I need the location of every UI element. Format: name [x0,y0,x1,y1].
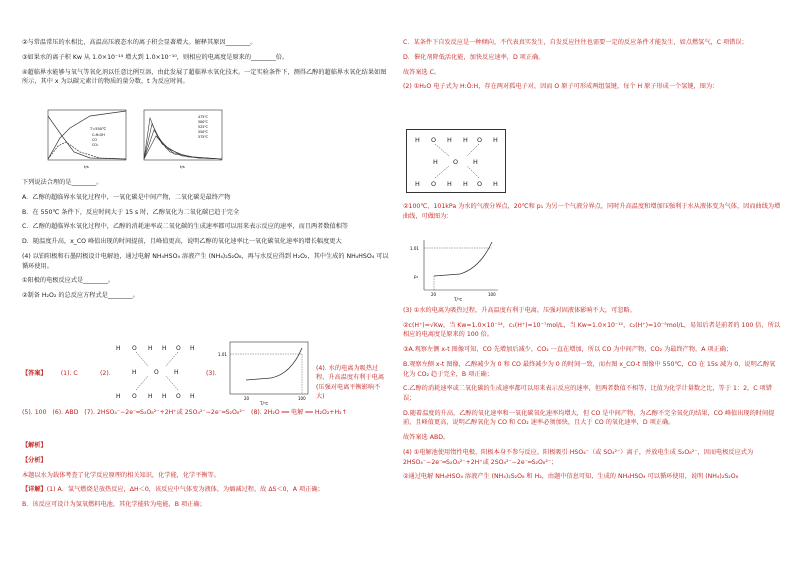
option-b: B．在 550℃ 条件下，反应时间大于 15 s 时，乙醇氧化为二氧化碳已趋于完全 [22,208,240,216]
svg-text:H: H [162,393,167,400]
svg-text:H: H [447,136,452,144]
question-prompt: 下列说法合理的是________。 [22,179,103,186]
legend-item: 500℃ [198,120,208,124]
vapor-pressure-figure [408,236,500,302]
x-axis-label: T/℃ [260,401,269,406]
y-tick-label: p₁ [414,274,419,279]
svg-text:H: H [473,158,478,166]
hydrogen-bond-diagram [110,340,200,404]
question-text: ③如果水的离子积 Kw 从 1.0×10⁻¹⁴ 增大到 1.0×10⁻¹⁰，则相应的电离度是原来的________倍。 [22,53,289,61]
question-text: (4) 以铂阳极和石墨阴极设计电解池，通过电解 NH₄HSO₄ 溶液产生 (NH₄)₂S₂O₈，再与水反应得到 H₂O₂，其中生成的 NH₄HSO₄ 可以循环使用。 [22,252,389,270]
answer-tag: 【答案】 [22,370,47,377]
explanation-text: (3) ①水的电离为吸热过程，升高温度有利于电离，压强对固液体影响不大，可忽略。 [403,307,636,314]
answer-item: (5). 100 [22,409,47,416]
svg-text:O: O [431,180,437,188]
chart-label: T=550℃ [90,127,107,131]
svg-text:H: H [493,180,498,188]
svg-text:O: O [132,393,137,400]
right-column [403,38,781,97]
explanation-text: D.随着温度的升高，乙醇的氧化速率和一氧化碳氧化速率均增大，但 CO 是中间产物，为乙醇不完全氧化的结果，CO 峰值出现的时间提前，且峰值更高，说明乙醇氧化为 CO 和 CO₂ 速率必须加快，且大于 CO 的氧化速率，D 项正确。 [403,409,775,427]
analysis-tag: 【解析】 [22,442,47,449]
x-tick-label: 20 [244,396,250,401]
legend-item: 575℃ [198,135,208,139]
legend-item: 550℃ [198,130,208,134]
legend-item: 525℃ [198,125,208,129]
svg-text:O: O [431,136,437,144]
answer-item: (1). C [60,370,78,377]
x-tick-label: 20 [431,292,437,297]
legend-item: C₂H₅OH [92,133,105,137]
option-c: C．乙醇的超临界水氧化过程中，乙醇的消耗速率或二氧化碳的生成速率都可以用来表示反应的速率，而且两者数值相等 [22,223,349,231]
svg-text:O: O [154,369,159,376]
fenxi-text: 本题以水为载体考查了化学反应原理的相关知识，化学能，化学平衡等。 [22,471,220,479]
reaction-chart-right [138,108,226,170]
svg-text:H: H [162,345,167,352]
x-axis-label: t/s [180,164,185,169]
explanation-text: ②通过电解 NH₄HSO₄ 溶液产生 (NH₄)₂S₂O₈ 和 H₂，由题中信息可知，生成的 NH₄HSO₄ 可以循环使用，说明 (NH₄)₂S₂O₈ [403,473,739,481]
legend-item: CO₂ [92,143,99,147]
answer-continued [22,408,392,423]
svg-text:H: H [190,393,195,400]
sub-question: ②制备 H₂O₂ 的总反应方程式是________。 [22,292,139,300]
explanation-text: 故答案选 ABD。 [403,434,450,442]
explanation-text: ③A.观察左侧 x-t 图像可知，CO 先增加后减少，CO₂ 一直在增加，所以 CO 为中间产物，CO₂ 为最终产物，A 项正确； [403,346,733,354]
right-column-2 [403,202,781,226]
svg-text:H: H [415,136,420,144]
svg-text:H: H [190,345,195,352]
svg-text:O: O [132,345,137,352]
svg-text:H: H [447,180,452,188]
svg-text:H: H [493,136,498,144]
fenxi-tag: 【分析】 [22,456,47,464]
left-column [22,38,392,92]
explanation-text: C.乙醇的消耗速率或二氧化碳的生成速率都可以用来表示反应的速率，但两者数值不相等，比值为化学计量数之比，等于 1：2，C 项错误； [403,385,772,403]
option-d: D．随温度升高，x_CO 峰值出现的时间提前，且峰值更高，说明乙醇的氧化速率比一氧化碳氧化速率的增长幅度更大 [22,238,342,246]
explanation-text: 故答案选 C。 [403,68,441,76]
explanation-text: (4) ①电解池使用惰性电极，阳极本身不参与反应，阳极吸引 HSO₄⁻（或 SO₄²⁻）离子，并放电生成 S₂O₈²⁻，因而电极反应式为 2HSO₄⁻−2e⁻═S₂O₈²⁻+2H⁺或 2SO₄²⁻−2e⁻═S₂O₈²⁻； [403,449,754,466]
right-column-3 [403,306,781,487]
options-block [22,178,392,306]
svg-text:H: H [148,393,153,400]
svg-text:H: H [148,345,153,352]
svg-text:O: O [453,158,459,166]
x-axis-label: T/℃ [454,297,463,302]
detail-tag: 【详解】 [22,486,47,494]
svg-text:O: O [477,136,483,144]
svg-text:H: H [174,369,179,376]
answer-item: (7). 2HSO₄⁻−2e⁻═S₂O₈²⁻+2H⁺或 2SO₄²⁻−2e⁻═S₂O₈²⁻ [84,409,246,416]
svg-text:O: O [477,180,483,188]
explanation-text: C．某条件下自发反应是一种倾向，不代表真实发生，自发反应往往也需要一定的反应条件才能发生，如点燃氢气，C 项错误； [403,39,748,46]
option-a: A．乙醇的超临界水氧化过程中，一氧化碳是中间产物，二氧化碳是最终产物 [22,193,231,201]
svg-text:H: H [132,369,137,376]
answer-item: (4). 水的电离为吸热过程，升高温度有利于电离(压强对电离平衡影响不大) [316,365,385,400]
svg-text:H: H [463,180,468,188]
analysis-block [22,441,392,515]
answer-item: (6). ABD [52,409,79,416]
x-tick-label: 100 [488,292,496,297]
hydrogen-bond-figure [406,129,506,193]
svg-text:H: H [415,180,420,188]
question-text: ④超临界水能够与氧气等氧化剂以任意比例互溶，由此发展了超临界水氧化技术。一定实验条件下，测得乙醇的超临界水氧化结果如图所示，其中 x 为以碳元素计的物质的量分数，t 为反应时间。 [22,68,387,86]
explanation-text: ②c(H⁺)=√Kw，当 Kw=1.0×10⁻¹⁴，c₁(H⁺)=10⁻⁷mol/L，当 Kw=1.0×10⁻¹⁰，c₂(H⁺)=10⁻⁵mol/L，易知后者是前者的 100 倍，所以相应的电离度是原来的 100 倍。 [403,321,781,339]
answer-header [22,369,82,379]
x-tick-label: 100 [298,396,306,401]
svg-text:H: H [463,136,468,144]
y-tick-label: 1.01 [218,352,227,357]
explanation-text: (2) ①H₂O 电子式为 H:Ö:H，存在两对孤电子对，因而 O 原子可形成两组氢键，每个 H 原子形成一个氢键，图为： [403,83,719,91]
legend-item: CO [92,138,98,142]
detail-text: (1) A．氢气燃烧是放热反应，ΔH＜0，该反应中气体变为液体，为熵减过程，故 ΔS＜0，A 项正确； [46,486,324,494]
explanation-text: D．催化剂降低活化能，加快反应速率，D 项正确。 [403,53,545,61]
question-text: ②与常温常压的水相比，高温高压液态水的离子积会显著增大。解释其原因________。 [22,39,257,46]
legend-item: 475℃ [198,115,208,119]
answer-item: (8). 2H₂O ══ 电解 ══ H₂O₂+H₂↑ [251,409,347,416]
x-axis-label: t/s [84,164,89,169]
svg-text:H: H [433,158,438,166]
explanation-text: ②100℃，101kPa 为水的气液分界点，20℃和 p₁ 为另一个气液分界点，同时升高温度和增加压强利于水从液体变为气体，因而曲线为增曲线，可做图为： [403,203,781,220]
vapor-pressure-graph [216,340,312,406]
y-tick-label: 1.01 [410,246,419,251]
sub-question: ①阳极的电极反应式是________。 [22,277,115,285]
answer-item: (3). [206,370,217,377]
svg-text:H: H [116,393,121,400]
detail-text: B．该反应可设计为氢氧燃料电池，其化学能转为电能，B 项正确； [22,501,206,509]
answer-item: (2). [100,370,111,377]
reaction-chart-left [40,108,130,170]
svg-text:O: O [176,345,181,352]
explanation-text: B.观察左侧 x-t 图像，乙醇减少为 0 和 CO 最终减少为 0 的时间一致，而右图 x_CO-t 图像中 550℃，CO 在 15s 减为 0，说明乙醇氧化为 CO₂ 趋于完全，B 项正确； [403,361,776,378]
svg-text:H: H [116,345,121,352]
svg-text:O: O [176,393,181,400]
